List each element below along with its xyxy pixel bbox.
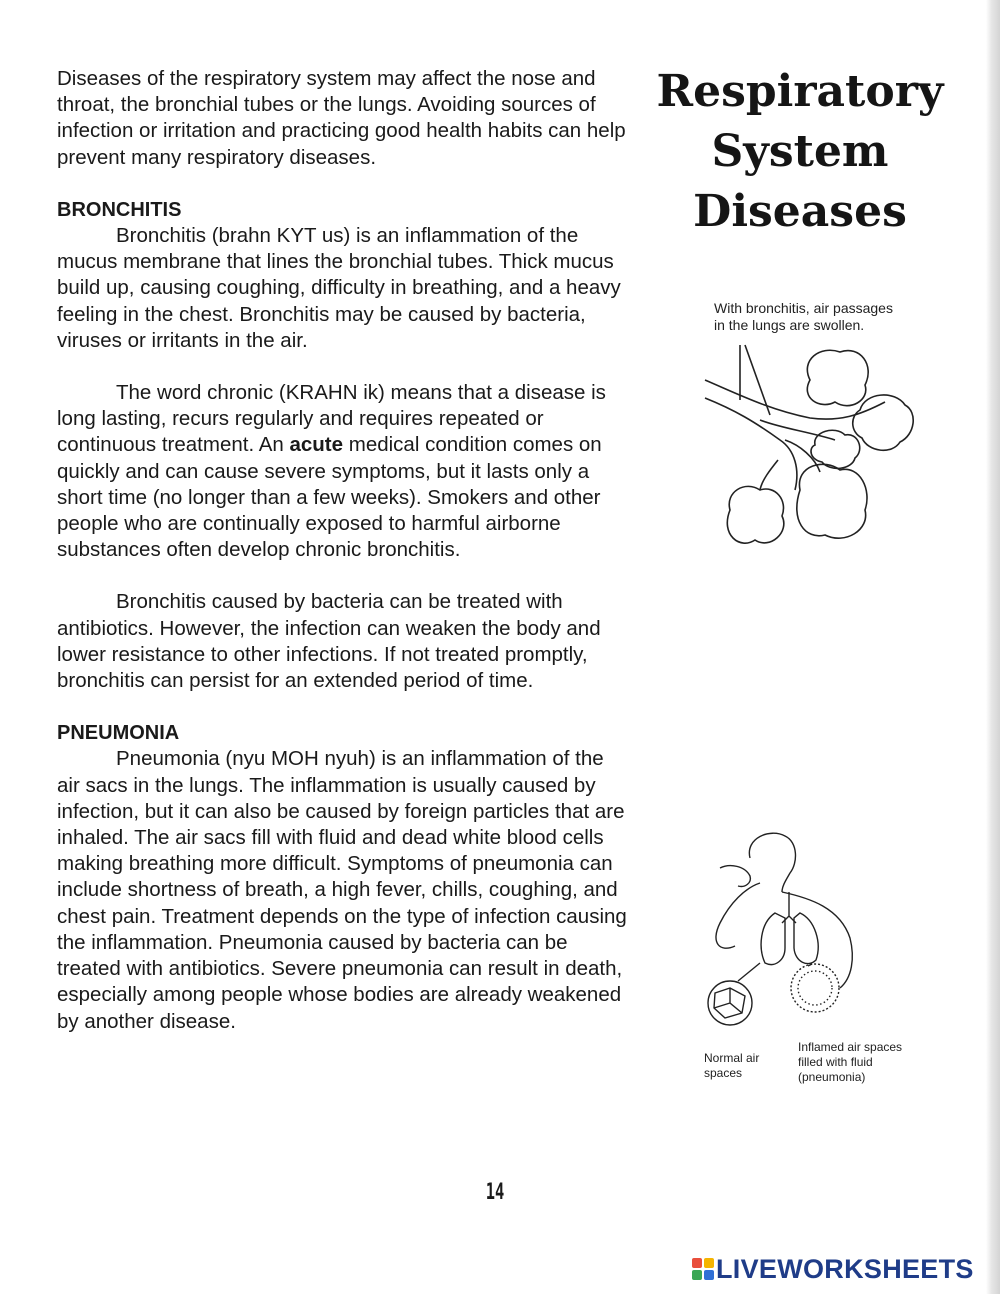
bronchitis-figure-caption: With bronchitis, air passages in the lungs are swollen. [714, 300, 893, 333]
liveworksheets-logo-icon [692, 1258, 714, 1280]
normal-air-spaces-caption: Normal air spaces [704, 1051, 760, 1080]
liveworksheets-logo [692, 1254, 992, 1284]
bronchitis-paragraph-3: Bronchitis caused by bacteria can be treated with antibiotics. However, the infection can weaken the body and lower resistance to other infections. If not treated promptly, bronchitis can persist for an extended period of time. [57, 590, 601, 693]
pointer-line-2 [745, 345, 770, 415]
airway-upper [705, 380, 885, 419]
bronchitis-paragraph-1: Bronchitis (brahn KYT us) is an inflammation of the mucus membrane that lines the bronchial tubes. Thick mucus build up, causing coughing, difficulty in breathing, and a heavy feeling in the chest. Bronchitis may be caused by bacteria, viruses or irritants in the air. [57, 224, 621, 352]
intro-paragraph: Diseases of the respiratory system may affect the nose and throat, the bronchial tubes or the lungs. Avoiding sources of infection or irritation and practicing good health habits can help prevent many respiratory diseases. [57, 67, 626, 169]
bronchitis-heading: BRONCHITIS [57, 198, 182, 221]
lung-right [794, 913, 818, 964]
inflamed-air-spaces-caption: Inflamed air spaces filled with fluid (pneumonia) [798, 1040, 903, 1084]
bronchitis-paragraph-2 [57, 380, 632, 563]
main-text-column [57, 66, 632, 1035]
title-line-1: Respiratory [656, 66, 944, 117]
head-outline [749, 833, 795, 892]
p2-text-a: The word chronic (KRAHN ik) means that a disease is long lasting, recurs regularly and requires repeated or continuous treatment. An [57, 381, 606, 457]
hand-outline [720, 866, 750, 887]
title-line-2: System [711, 126, 889, 177]
p2-text-b: medical condition comes on quickly and can cause severe symptoms, but it lasts only a short time (no longer than a few weeks). Smokers and other people who are continually exposed to harmful airborne substances often develop chronic bronchitis. [57, 433, 602, 562]
alveolus-cluster-mid [811, 430, 860, 468]
alveolus-cluster-lower-left [727, 486, 784, 543]
lung-left [761, 913, 785, 965]
alveolus-cluster-lower-right [797, 464, 867, 538]
bronchitis-illustration [700, 340, 920, 570]
scan-edge-shadow [986, 0, 1000, 1294]
alveolus-cluster-top [807, 350, 868, 405]
liveworksheets-logo-text: LIVEWORKSHEETS [716, 1253, 974, 1284]
pneumonia-heading: PNEUMONIA [57, 722, 180, 745]
page-number: 14 [485, 1180, 505, 1205]
airway-mid [760, 420, 835, 440]
title-line-3: Diseases [693, 186, 907, 237]
acute-term: acute [289, 433, 344, 457]
page-title [650, 62, 950, 242]
pneumonia-paragraph: Pneumonia (nyu MOH nyuh) is an inflammation of the air sacs in the lungs. The inflammation is usually caused by infection, but it can also be caused by foreign particles that are inhaled. The air sacs fill with fluid and dead white blood cells making breathing more difficult. Symptoms of pneumonia can include shortness of breath, a high fever, chills, coughing, and chest pain. Treatment depends on the type of infection causing the inflammation. Pneumonia caused by bacteria can be treated with antibiotics. Severe pneumonia can result in death, especially among people whose bodies are already weakened by another disease. [57, 747, 627, 1033]
pneumonia-illustration [690, 828, 890, 1048]
arm-outline [716, 883, 760, 948]
